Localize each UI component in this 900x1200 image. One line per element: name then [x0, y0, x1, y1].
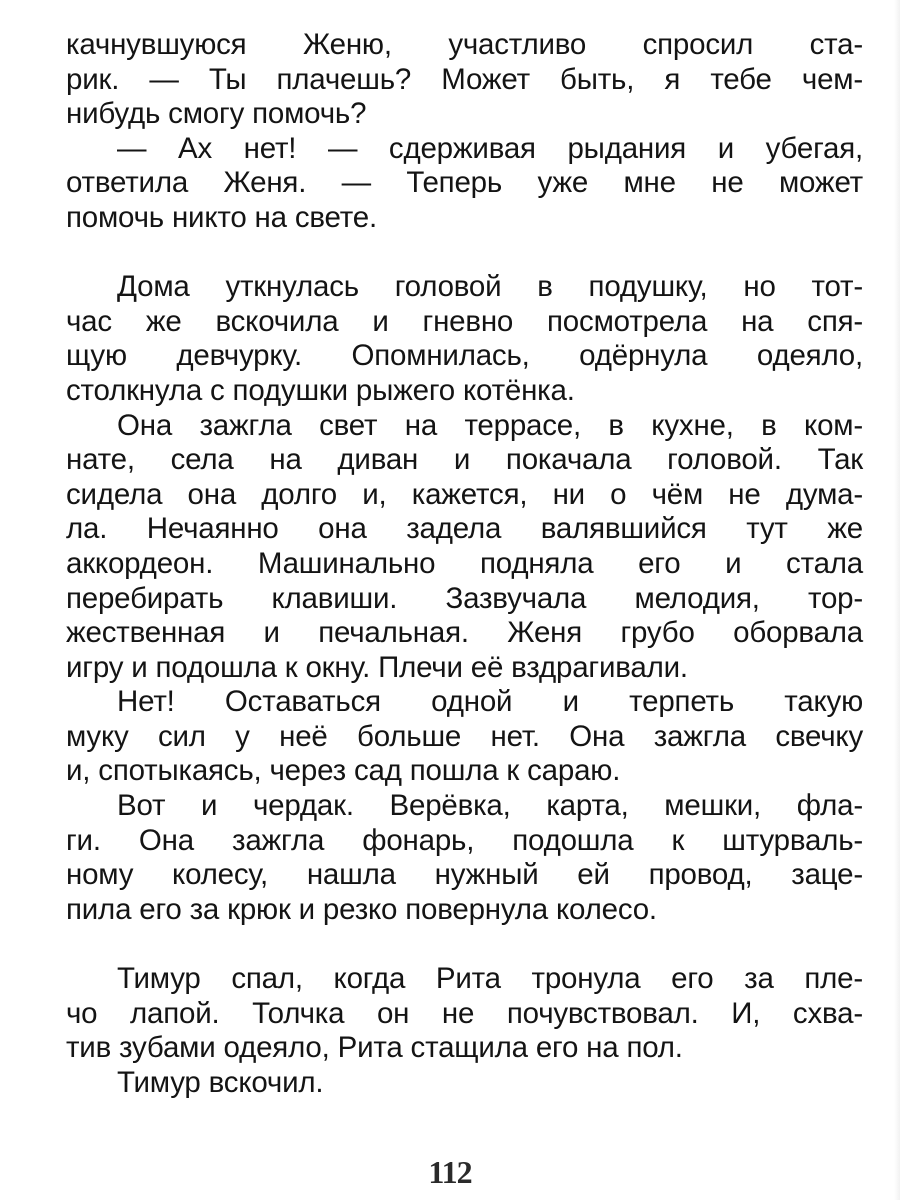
text-line: нате, села на диван и покачала головой. Так [66, 443, 863, 477]
section-break [66, 236, 863, 271]
text-line: столкнула с подушки рыжего котёнка. [66, 373, 575, 407]
text-line: Тимур спал, когда Рита тронула его за пле- [117, 962, 863, 996]
text-line: игру и подошла к окну. Плечи её вздрагивали. [66, 650, 688, 684]
text-line: час же вскочила и гневно посмотрела на спя- [66, 304, 863, 338]
text-line: ответила Женя. — Теперь уже мне не может [66, 166, 863, 200]
paragraph [66, 789, 863, 927]
paragraph [66, 1066, 863, 1101]
text-line: щую девчурку. Опомнилась, одёрнула одеяло, [66, 339, 863, 373]
text-line: ги. Она зажгла фонарь, подошла к штурваль- [66, 823, 863, 857]
paragraph [66, 685, 863, 789]
text-line: рик. — Ты плачешь? Может быть, я тебе чем- [66, 62, 863, 96]
text-line: аккордеон. Машинально подняла его и стала [66, 546, 863, 580]
text-line: Нет! Оставаться одной и терпеть такую [117, 685, 863, 719]
text-line: перебирать клавиши. Зазвучала мелодия, тор- [66, 581, 863, 615]
text-line: Вот и чердак. Верёвка, карта, мешки, фла- [117, 789, 863, 823]
text-line: качнувшуюся Женю, участливо спросил ста- [66, 28, 863, 61]
text-line: муку сил у неё больше нет. Она зажгла свечку [66, 719, 863, 753]
text-line: ла. Нечаянно она задела валявшийся тут же [66, 512, 863, 546]
text-line: Она зажгла свет на террасе, в кухне, в ком- [117, 408, 863, 442]
section-break [66, 927, 863, 962]
page-edge-shadow [894, 0, 900, 1200]
text-line: помочь никто на свете. [66, 200, 377, 234]
text-line: Тимур вскочил. [117, 1065, 324, 1099]
paragraph [66, 962, 863, 1066]
text-line: — Ах нет! — сдерживая рыдания и убегая, [117, 131, 863, 165]
page-number: 112 [428, 1154, 472, 1190]
text-line: жественная и печальная. Женя грубо оборвала [66, 616, 863, 650]
page-body [66, 28, 863, 1100]
paragraph [66, 270, 863, 408]
paragraph [66, 28, 863, 132]
paragraph [66, 132, 863, 236]
text-line: чо лапой. Толчка он не почувствовал. И, схва- [66, 996, 863, 1030]
paragraph [66, 409, 863, 686]
text-line: Дома уткнулась головой в подушку, но тот- [117, 270, 863, 304]
text-line: нибудь смогу помочь? [66, 97, 367, 131]
text-line: сидела она долго и, кажется, ни о чём не дума- [66, 477, 863, 511]
text-line: пила его за крюк и резко повернула колесо. [66, 892, 657, 926]
text-line: ному колесу, нашла нужный ей провод, заце- [66, 858, 863, 892]
text-line: тив зубами одеяло, Рита стащила его на пол. [66, 1031, 683, 1065]
text-line: и, спотыкаясь, через сад пошла к сараю. [66, 754, 621, 788]
